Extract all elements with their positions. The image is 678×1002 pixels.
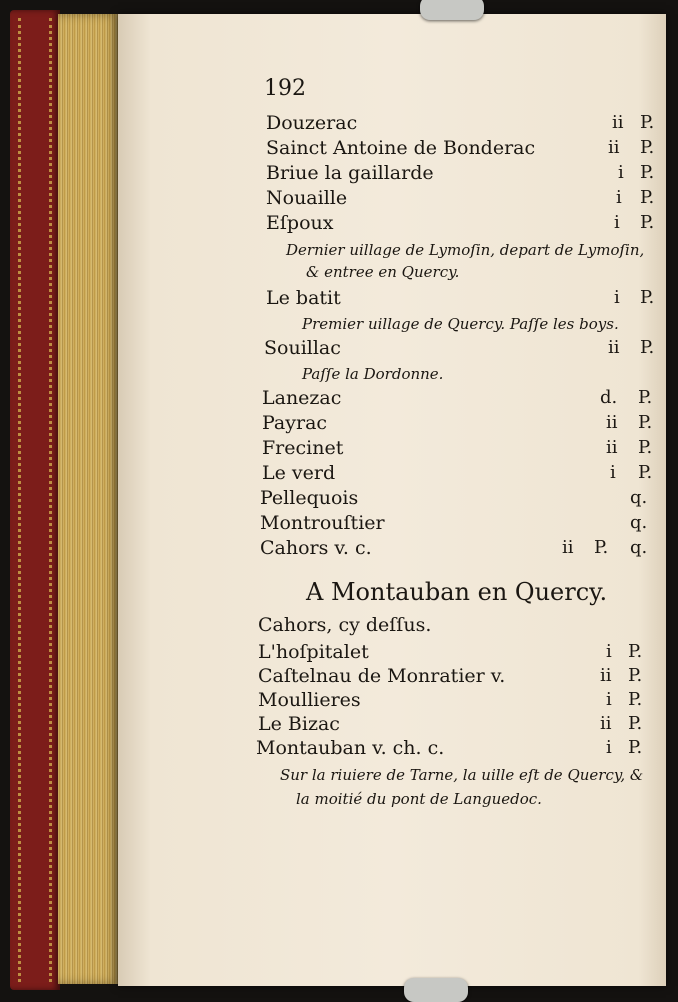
entry-unit: P. xyxy=(640,112,655,133)
route-note: Premier uillage de Quercy. Paſſe les boys. xyxy=(302,315,619,333)
entry-name: Cahors v. c. xyxy=(260,537,372,559)
entry-unit: P. xyxy=(638,437,653,458)
entry-distance: ii xyxy=(600,713,612,734)
entry-unit: P. xyxy=(628,665,643,686)
entry-distance: ii xyxy=(606,412,618,433)
entry-name: Moullieres xyxy=(258,689,361,711)
entry-unit: P. xyxy=(638,387,653,408)
entry-distance: i xyxy=(606,689,612,710)
entry-unit: P. xyxy=(628,713,643,734)
entry-name: Le Bizac xyxy=(258,713,340,735)
entry-name: Douzerac xyxy=(266,112,358,134)
route-note: Sur la riuiere de Tarne, la uille eſt de Quercy, & xyxy=(280,766,644,784)
entry-distance: ii xyxy=(606,437,618,458)
entry-unit: P. xyxy=(628,641,643,662)
entry-distance: i xyxy=(614,287,620,308)
entry-name: Payrac xyxy=(262,412,328,434)
entry-unit: P. xyxy=(640,287,655,308)
entry-unit: P. xyxy=(640,337,655,358)
section-title: A Montauban en Quercy. xyxy=(306,578,608,606)
entry-unit: P. xyxy=(640,137,655,158)
entry-name: Lanezac xyxy=(262,387,342,409)
entry-unit: P. xyxy=(638,462,653,483)
route-note: la moitié du pont de Languedoc. xyxy=(296,790,542,808)
entry-unit: P. xyxy=(640,187,655,208)
entry-unit: P. xyxy=(640,162,655,183)
entry-name: Nouaille xyxy=(266,187,348,209)
entry-name: Le batit xyxy=(266,287,341,309)
entry-mark: q. xyxy=(630,512,648,533)
entry-unit: P. xyxy=(628,689,643,710)
entry-distance: i xyxy=(610,462,616,483)
entry-name: Montrouſtier xyxy=(260,512,385,534)
entry-distance: ii xyxy=(612,112,624,133)
entry-distance: i xyxy=(606,737,612,758)
entry-unit: P. xyxy=(594,537,609,558)
entry-distance: i xyxy=(616,187,622,208)
entry-unit: P. xyxy=(628,737,643,758)
entry-distance: ii xyxy=(562,537,574,558)
entry-name: Montauban v. ch. c. xyxy=(256,737,445,759)
entry-distance: i xyxy=(606,641,612,662)
entry-distance: ii xyxy=(608,137,620,158)
entry-distance: i xyxy=(618,162,624,183)
entry-mark: q. xyxy=(630,487,648,508)
entry-name: Briue la gaillarde xyxy=(266,162,434,184)
entry-name: Pellequois xyxy=(260,487,359,509)
entry-unit: P. xyxy=(638,412,653,433)
entry-name: Sainct Antoine de Bonderac xyxy=(266,137,536,159)
entry-distance: ii xyxy=(600,665,612,686)
entry-distance: i xyxy=(614,212,620,233)
entry-name: L'hoſpitalet xyxy=(258,641,369,663)
entry-name: Le verd xyxy=(262,462,336,484)
entry-mark: q. xyxy=(630,537,648,558)
entry-name: Frecinet xyxy=(262,437,344,459)
entry-name: Eſpoux xyxy=(266,212,334,234)
route-note: Paſſe la Dordonne. xyxy=(302,365,444,383)
cross-reference: Cahors, cy deſſus. xyxy=(258,614,432,636)
entry-distance: ii xyxy=(608,337,620,358)
route-note: Dernier uillage de Lymoſin, depart de Lymoſin, xyxy=(286,241,645,259)
page-number: 192 xyxy=(264,76,306,101)
entry-name: Souillac xyxy=(264,337,341,359)
entry-name: Caſtelnau de Monratier v. xyxy=(258,665,506,687)
entry-unit: P. xyxy=(640,212,655,233)
entry-distance: d. xyxy=(600,387,618,408)
route-note: & entree en Quercy. xyxy=(306,263,460,281)
